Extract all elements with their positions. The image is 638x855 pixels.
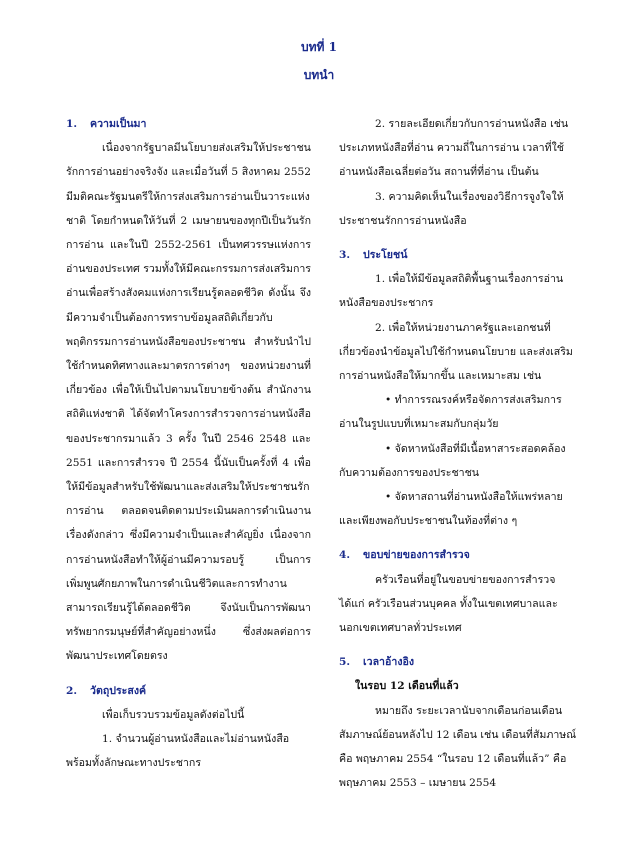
section-heading-scope <box>339 543 577 567</box>
objective-item-1: 1. จำนวนผู้อ่านหนังสือและไม่อ่านหนังสือ พร้อมทั้งลักษณะทางประชากร <box>66 733 290 770</box>
section-title: ความเป็นมา <box>90 118 147 130</box>
benefit-bullet-1: • ทำการรณรงค์หรือจัดการส่งเสริมการอ่านในรูปแบบที่เหมาะสมกับกลุ่มวัย <box>339 394 562 431</box>
benefit-bullet-3: • จัดหาสถานที่อ่านหนังสือให้แพร่หลายและเพียงพอกับประชาชนในท้องที่ต่าง ๆ <box>339 491 563 528</box>
section-heading-benefits <box>339 243 577 267</box>
benefit-item-1: 1. เพื่อให้มีข้อมูลสถิติพื้นฐานเรื่องการอ่านหนังสือของประชากร <box>339 273 564 310</box>
section-title: ขอบข่ายของการสำรวจ <box>363 549 470 562</box>
section-title: เวลาอ้างอิง <box>363 656 415 669</box>
reference-period-definition: หมายถึง ระยะเวลานับจากเดือนก่อนเดือนสัมภาษณ์ย้อนหลังไป 12 เดือน เช่น เดือนที่สัมภาษณ์ คือ พฤษภาคม 2554 “ในรอบ 12 เดือนที่แล้ว” คือ พฤษภาคม 2553 – เมษายน 2554 <box>339 704 577 790</box>
section-heading-background <box>66 112 311 136</box>
section-number: 3. <box>339 249 351 262</box>
section-number: 5. <box>339 656 351 669</box>
section-title: ประโยชน์ <box>363 249 408 262</box>
right-column <box>339 112 577 795</box>
section-number: 1. <box>66 118 78 130</box>
objective-item-2: 2. รายละเอียดเกี่ยวกับการอ่านหนังสือ เช่น ประเภทหนังสือที่อ่าน ความถี่ในการอ่าน เวลาที่ใช้อ่านหนังสือเฉลี่ยต่อวัน สถานที่ที่อ่าน เป็นต้น <box>339 118 569 179</box>
background-paragraph: เนื่องจากรัฐบาลมีนโยบายส่งเสริมให้ประชาชนรักการอ่านอย่างจริงจัง และเมื่อวันที่ 5 สิงหาคม 2552 มีมติคณะรัฐมนตรีให้การส่งเสริมการอ่านเป็นวาระแห่งชาติ โดยกำหนดให้วันที่ 2 เมษายนของทุกปีเป็นวันรักการอ่าน และในปี 2552-2561 เป็นทศวรรษแห่งการอ่านของประเทศ รวมทั้งให้มีคณะกรรมการส่งเสริมการอ่านเพื่อสร้างสังคมแห่งการเรียนรู้ตลอดชีวิต ดังนั้น จึงมีความจำเป็นต้องการทราบข้อมูลสถิติเกี่ยวกับพฤติกรรมการอ่านหนังสือของประชาชน สำหรับนำไปใช้กำหนดทิศทางและมาตรการต่างๆ ของหน่วยงานที่เกี่ยวข้อง เพื่อให้เป็นไปตามนโยบายข้างต้น สำนักงานสถิติแห่งชาติ ได้จัดทำโครงการสำรวจการอ่านหนังสือของประชากรมาแล้ว 3 ครั้ง ในปี 2546 2548 และ 2551 และการสำรวจ ปี 2554 นี้นับเป็นครั้งที่ 4 เพื่อให้มีข้อมูลสำหรับใช้พัฒนาและส่งเสริมให้ประชาชนรักการอ่าน ตลอดจนติดตามประเมินผลการดำเนินงานเรื่องดังกล่าว ซึ่งมีความจำเป็นและสำคัญยิ่ง เนื่องจากการอ่านหนังสือทำให้ผู้อ่านมีความรอบรู้ เป็นการเพิ่มพูนศักยภาพในการดำเนินชีวิตและการทำงาน สามารถเรียนรู้ได้ตลอดชีวิต จึงนับเป็นการพัฒนาทรัพยากรมนุษย์ที่สำคัญอย่างหนึ่ง ซึ่งส่งผลต่อการพัฒนาประเทศโดยตรง <box>66 142 311 663</box>
section-title: วัตถุประสงค์ <box>90 684 147 697</box>
scope-paragraph: ครัวเรือนที่อยู่ในขอบข่ายของการสำรวจ ได้แก่ ครัวเรือนส่วนบุคคล ทั้งในเขตเทศบาลและนอกเขตเทศบาลทั่วประเทศ <box>339 573 558 635</box>
section-number: 4. <box>339 549 351 562</box>
section-number: 2. <box>66 684 78 697</box>
section-heading-reference-period <box>339 650 577 674</box>
left-column <box>66 112 311 775</box>
reference-period-subheading: ในรอบ 12 เดือนที่แล้ว <box>355 680 459 693</box>
chapter-number: บทที่ 1 <box>301 40 337 54</box>
benefit-item-2: 2. เพื่อให้หน่วยงานภาครัฐและเอกชนที่เกี่ยวข้องนำข้อมูลไปใช้กำหนดนโยบาย และส่งเสริมการอ่านหนังสือให้มากขึ้น และเหมาะสม เช่น <box>339 321 573 383</box>
objective-item-3: 3. ความคิดเห็นในเรื่องของวิธีการจูงใจให้ประชาชนรักการอ่านหนังสือ <box>339 190 564 227</box>
chapter-title: บทนำ <box>303 68 335 82</box>
objectives-intro: เพื่อเก็บรวบรวมข้อมูลดังต่อไปนี้ <box>102 708 245 721</box>
benefit-bullet-2: • จัดหาหนังสือที่มีเนื้อหาสาระสอดคล้องกับความต้องการของประชาชน <box>339 442 566 479</box>
section-heading-objectives <box>66 679 311 703</box>
